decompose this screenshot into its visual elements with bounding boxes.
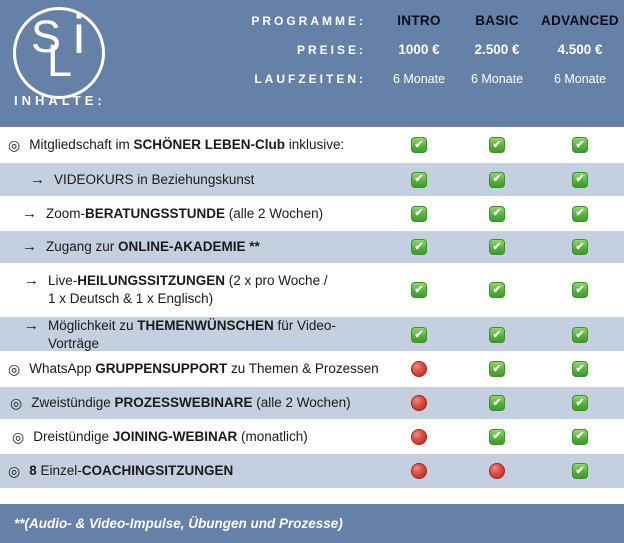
status-cell-advanced [536,361,624,377]
status-cell-basic [458,327,536,343]
price-advanced: 4.500 € [557,42,603,57]
status-cell-advanced [536,463,624,479]
status-cell-intro [380,172,458,188]
included-check-icon: ✔ [489,282,505,298]
table-row [0,196,624,231]
feature-rows [0,127,624,488]
table-row [0,387,624,419]
feature-label [0,136,380,154]
feature-label-text: 8 Einzel-COACHINGSITZUNGEN [29,463,234,478]
footer-bar [0,504,624,543]
included-check-icon: ✔ [572,463,588,479]
feature-label-text: Möglichkeit zu THEMENWÜNSCHEN für Video-Vorträge [48,318,336,351]
table-row [0,351,624,387]
included-check-icon: ✔ [489,361,505,377]
feature-label-text: WhatsApp GRUPPENSUPPORT zu Themen & Prozessen [29,361,379,376]
included-check-icon: ✔ [572,361,588,377]
feature-label [0,394,380,412]
included-check-icon: ✔ [411,327,427,343]
header-row-label-laufzeiten: LAUFZEITEN: [254,71,366,86]
price-basic: 2.500 € [474,42,520,57]
status-cell-intro [380,429,458,445]
status-cell-intro [380,327,458,343]
included-check-icon: ✔ [572,206,588,222]
status-cell-advanced [536,206,624,222]
status-cell-basic [458,463,536,479]
status-cell-basic [458,395,536,411]
logo-letter-i: i [73,5,85,65]
status-cell-basic [458,361,536,377]
included-check-icon: ✔ [489,172,505,188]
status-cell-advanced [536,429,624,445]
arrow-icon: → [22,238,37,255]
logo-letter-s: S [31,11,62,62]
not-included-dot-icon [411,429,427,445]
feature-label-text: Zoom-BERATUNGSSTUNDE (alle 2 Wochen) [46,205,324,221]
table-row [0,419,624,454]
included-check-icon: ✔ [411,206,427,222]
not-included-dot-icon [411,395,427,411]
feature-label-text: Mitgliedschaft im SCHÖNER LEBEN-Club inklusive: [29,137,345,152]
inhalte-label: INHALTE: [14,93,106,108]
duration-basic: 6 Monate [470,71,524,86]
table-row [0,317,624,351]
not-included-dot-icon [489,463,505,479]
table-row [0,127,624,163]
program-column-advanced: ADVANCED [541,13,619,28]
table-row [0,263,624,317]
included-check-icon: ✔ [572,327,588,343]
footnote-text: **(Audio- & Video-Impulse, Übungen und Prozesse) [14,516,343,531]
included-check-icon: ✔ [572,137,588,153]
feature-label [0,272,380,308]
status-cell-advanced [536,137,624,153]
included-check-icon: ✔ [572,172,588,188]
not-included-dot-icon [411,361,427,377]
included-check-icon: ✔ [489,137,505,153]
header-row-label-preise: PREISE: [296,42,366,57]
feature-label [0,317,380,353]
program-column-basic: BASIC [475,13,519,28]
feature-label-text: Live-HEILUNGSSITZUNGEN (2 x pro Woche / 1 x Deutsch & 1 x Englisch) [48,273,328,306]
feature-label [0,462,380,480]
feature-label [0,428,380,446]
status-cell-basic [458,239,536,255]
feature-label [0,360,380,378]
feature-label [0,238,380,256]
duration-intro: 6 Monate [392,71,446,86]
included-check-icon: ✔ [489,206,505,222]
included-check-icon: ✔ [411,137,427,153]
status-cell-intro [380,239,458,255]
included-check-icon: ✔ [411,282,427,298]
status-cell-intro [380,282,458,298]
duration-advanced: 6 Monate [553,71,607,86]
feature-label [0,171,380,189]
included-check-icon: ✔ [572,282,588,298]
logo-letter-l: L [47,35,73,86]
status-cell-intro [380,395,458,411]
status-cell-advanced [536,282,624,298]
bullseye-icon: ◎ [12,428,25,445]
status-cell-advanced [536,327,624,343]
arrow-icon: → [22,204,37,222]
included-check-icon: ✔ [572,239,588,255]
status-cell-basic [458,172,536,188]
status-cell-basic [458,282,536,298]
included-check-icon: ✔ [489,239,505,255]
status-cell-intro [380,137,458,153]
included-check-icon: ✔ [489,395,505,411]
bullseye-icon: ◎ [8,137,21,153]
status-cell-intro [380,361,458,377]
header-row-label-programme: PROGRAMME: [251,13,366,28]
arrow-icon: → [30,170,45,188]
status-cell-intro [380,206,458,222]
status-cell-intro [380,463,458,479]
included-check-icon: ✔ [489,327,505,343]
status-cell-advanced [536,172,624,188]
included-check-icon: ✔ [411,239,427,255]
bullseye-icon: ◎ [8,361,21,377]
feature-label-text: VIDEOKURS in Beziehungskunst [54,171,255,187]
price-intro: 1000 € [398,42,440,57]
status-cell-basic [458,429,536,445]
not-included-dot-icon [411,463,427,479]
table-row [0,454,624,488]
status-cell-advanced [536,239,624,255]
feature-label-text: Dreistündige JOINING-WEBINAR (monatlich) [33,428,308,444]
table-row [0,231,624,263]
status-cell-advanced [536,395,624,411]
table-header [0,0,624,127]
arrow-icon: → [24,317,39,334]
bullseye-icon: ◎ [8,463,21,479]
status-cell-basic [458,206,536,222]
feature-label [0,205,380,223]
bullseye-icon: ◎ [10,395,23,411]
table-row [0,163,624,196]
arrow-icon: → [24,272,39,289]
included-check-icon: ✔ [572,429,588,445]
program-column-intro: INTRO [397,13,441,28]
included-check-icon: ✔ [489,429,505,445]
included-check-icon: ✔ [411,172,427,188]
included-check-icon: ✔ [572,395,588,411]
feature-label-text: Zugang zur ONLINE-AKADEMIE ** [46,239,260,254]
feature-label-text: Zweistündige PROZESSWEBINARE (alle 2 Wochen) [31,395,351,410]
status-cell-basic [458,137,536,153]
sl-logo [13,7,105,99]
